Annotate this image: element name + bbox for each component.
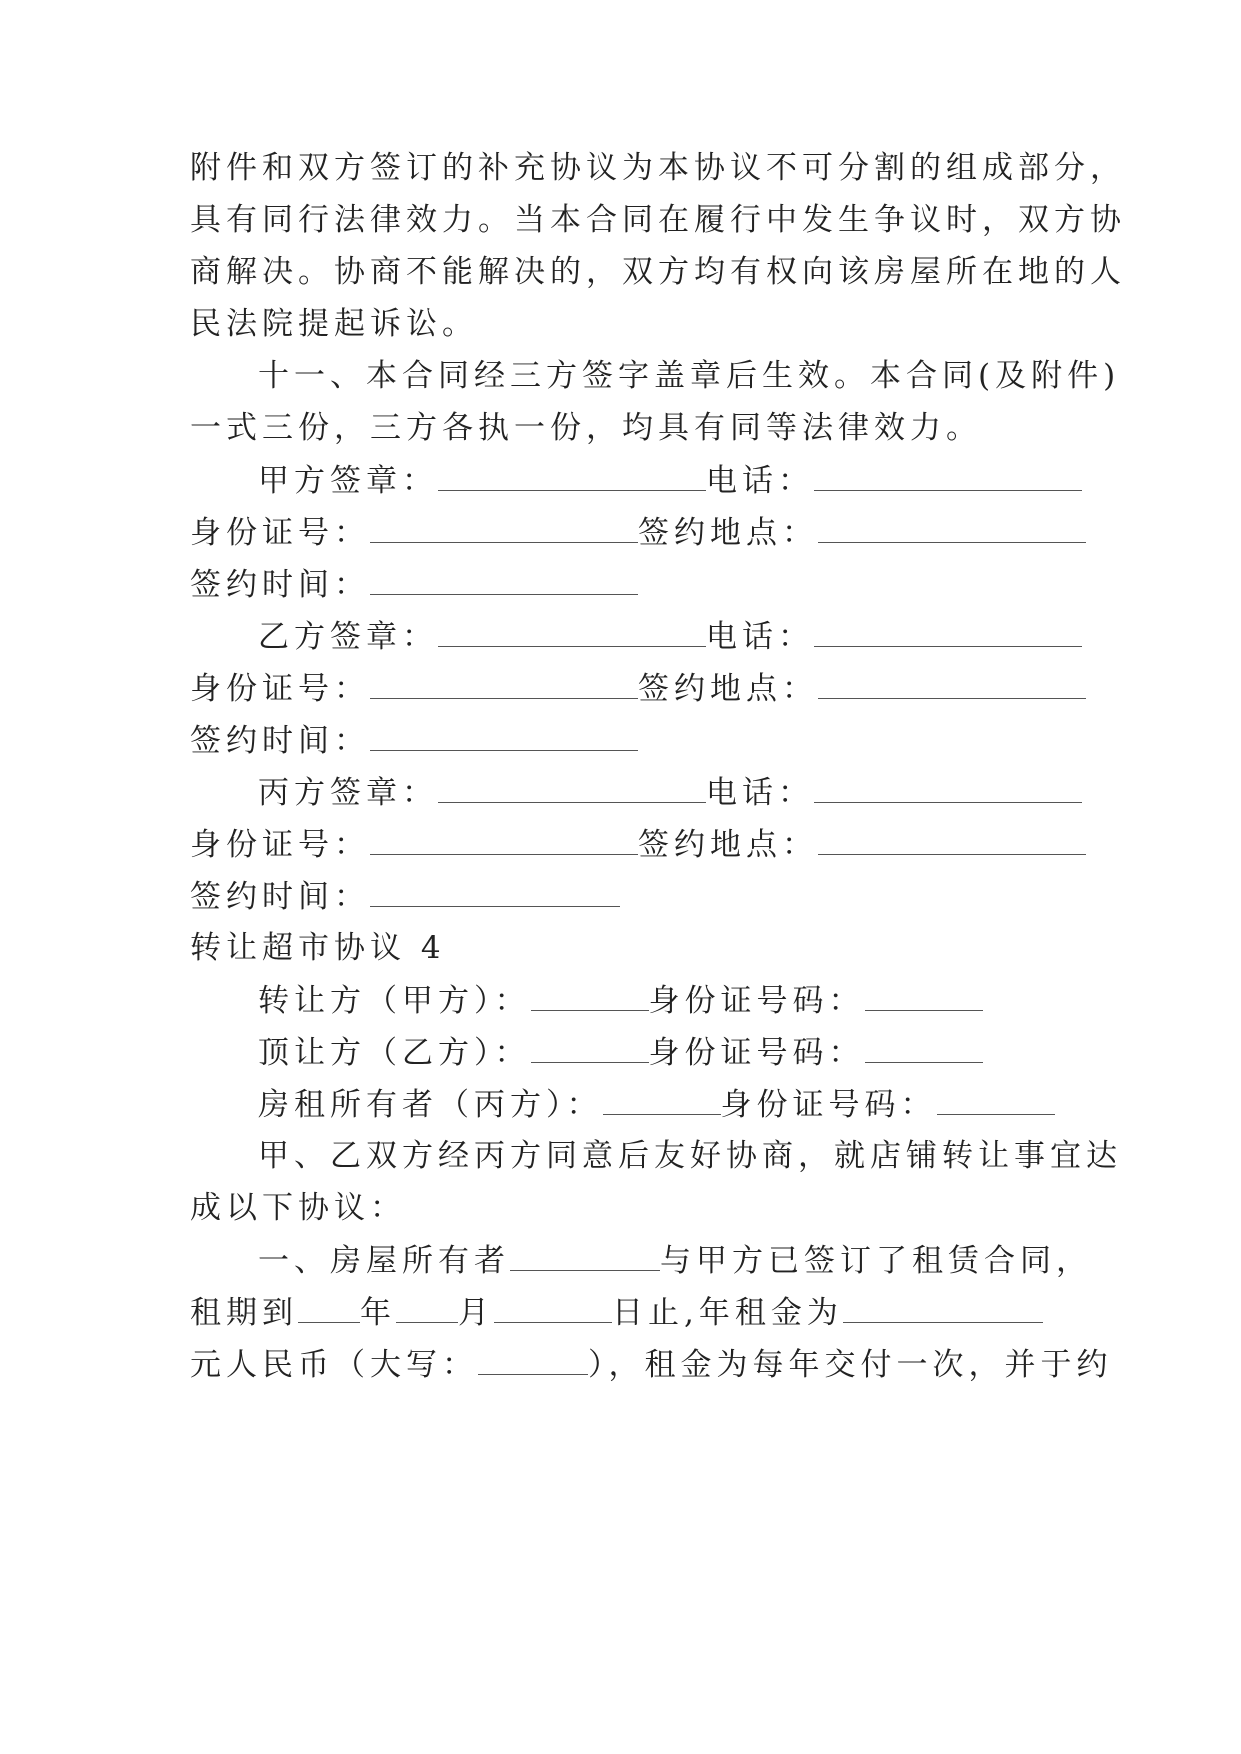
owner-blank[interactable] [603,1084,721,1115]
id-no-label: 身份证号码： [648,1035,865,1071]
id-no-blank[interactable] [937,1084,1055,1115]
party-row [258,1032,983,1073]
time-label: 签约时间： [190,879,370,915]
id-label: 身份证号： [190,827,370,863]
signature-row [258,772,1082,813]
paragraph-line: 具有同行法律效力。当本合同在履行中发生争议时，双方协 [190,202,1126,238]
clause-11-line: 一式三份，三方各执一份，均具有同等法律效力。 [190,410,982,446]
day-blank[interactable] [494,1292,612,1323]
clause-1-line [190,1292,1043,1333]
clause-1-text: ），租金为每年交付一次，并于约 [588,1347,1113,1383]
party-a-sign-label: 甲方签章： [258,463,438,499]
id-no-blank[interactable] [865,1032,983,1063]
clause-1-text: 元人民币（大写： [190,1347,478,1383]
party-c-sign-blank[interactable] [438,772,706,803]
party-a-sign-blank[interactable] [438,460,706,491]
transferee-label: 顶让方（乙方）： [258,1035,531,1071]
rent-uppercase-blank[interactable] [478,1344,588,1375]
clause-1-text: 租期到 [190,1295,298,1331]
clause-1-text: 与甲方已签订了租赁合同， [660,1243,1092,1279]
phone-label: 电话： [706,463,814,499]
month-blank[interactable] [396,1292,458,1323]
phone-label: 电话： [706,619,814,655]
id-label: 身份证号： [190,671,370,707]
phone-blank[interactable] [814,772,1082,803]
id-blank[interactable] [370,668,638,699]
time-blank[interactable] [370,876,620,907]
clause-1-text: 一、房屋所有者 [258,1243,510,1279]
clause-1-line [258,1240,1092,1281]
rent-blank[interactable] [843,1292,1043,1323]
place-blank[interactable] [818,512,1086,543]
place-blank[interactable] [818,668,1086,699]
intro-line: 甲、乙双方经丙方同意后友好协商，就店铺转让事宜达 [258,1138,1122,1174]
paragraph-line: 商解决。协商不能解决的，双方均有权向该房屋所在地的人 [190,254,1126,290]
paragraph-line: 民法院提起诉讼。 [190,306,478,342]
intro-line: 成以下协议： [190,1190,406,1226]
paragraph-line: 附件和双方签订的补充协议为本协议不可分割的组成部分， [190,150,1126,186]
clause-11-line: 十一、本合同经三方签字盖章后生效。本合同(及附件) [258,358,1121,394]
place-label: 签约地点： [638,515,818,551]
signature-row [190,720,638,761]
signature-row [258,616,1082,657]
id-blank[interactable] [370,824,638,855]
time-label: 签约时间： [190,723,370,759]
owner-name-blank[interactable] [510,1240,660,1271]
phone-label: 电话： [706,775,814,811]
party-row [258,1084,1055,1125]
id-blank[interactable] [370,512,638,543]
signature-row [190,824,1086,865]
time-label: 签约时间： [190,567,370,603]
time-blank[interactable] [370,564,638,595]
party-b-sign-blank[interactable] [438,616,706,647]
transferee-blank[interactable] [531,1032,649,1063]
section-heading: 转让超市协议 4 [190,930,446,966]
phone-blank[interactable] [814,460,1082,491]
phone-blank[interactable] [814,616,1082,647]
id-no-label: 身份证号码： [648,983,865,1019]
time-blank[interactable] [370,720,638,751]
party-c-sign-label: 丙方签章： [258,775,438,811]
party-row [258,980,983,1021]
clause-1-text: 月 [458,1295,494,1331]
clause-1-text: 日止,年租金为 [612,1295,843,1331]
id-no-label: 身份证号码： [720,1087,937,1123]
clause-1-text: 年 [360,1295,396,1331]
place-label: 签约地点： [638,671,818,707]
signature-row [190,668,1086,709]
party-b-sign-label: 乙方签章： [258,619,438,655]
transferor-label: 转让方（甲方）： [258,983,531,1019]
clause-1-line [190,1344,1113,1385]
id-no-blank[interactable] [865,980,983,1011]
signature-row [190,512,1086,553]
year-blank[interactable] [298,1292,360,1323]
signature-row [258,460,1082,501]
id-label: 身份证号： [190,515,370,551]
signature-row [190,876,620,917]
place-label: 签约地点： [638,827,818,863]
transferor-blank[interactable] [531,980,649,1011]
owner-label: 房租所有者（丙方）： [258,1087,603,1123]
signature-row [190,564,638,605]
place-blank[interactable] [818,824,1086,855]
